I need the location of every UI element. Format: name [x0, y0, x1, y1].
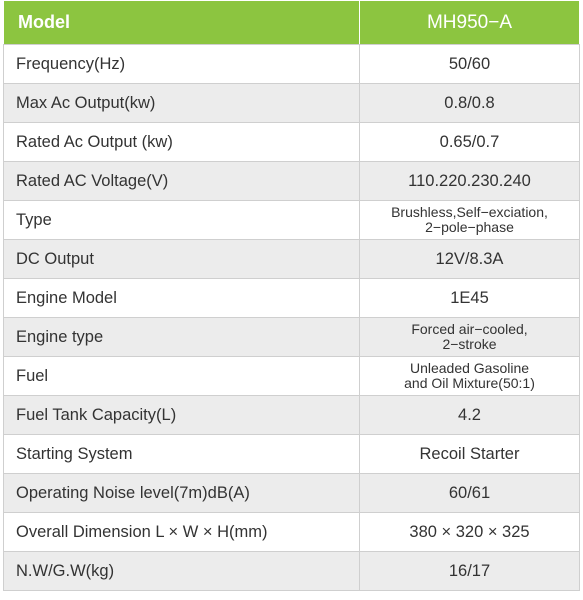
spec-value: 0.65/0.7 [360, 123, 580, 162]
spec-label: DC Output [4, 240, 360, 279]
spec-label: Engine type [4, 318, 360, 357]
table-row [4, 45, 580, 84]
table-row [4, 123, 580, 162]
spec-label: Max Ac Output(kw) [4, 84, 360, 123]
spec-value: 4.2 [360, 396, 580, 435]
spec-value: Brushless,Self−exciation, 2−pole−phase [360, 201, 580, 240]
table-row [4, 474, 580, 513]
table-row [4, 357, 580, 396]
spec-label: Engine Model [4, 279, 360, 318]
table-row [4, 552, 580, 591]
spec-value: Forced air−cooled, 2−stroke [360, 318, 580, 357]
spec-value: Recoil Starter [360, 435, 580, 474]
header-model-value: MH950−A [360, 1, 580, 45]
spec-label: Fuel [4, 357, 360, 396]
spec-value: 0.8/0.8 [360, 84, 580, 123]
table-row [4, 513, 580, 552]
spec-value: 50/60 [360, 45, 580, 84]
spec-label: Fuel Tank Capacity(L) [4, 396, 360, 435]
table-row [4, 201, 580, 240]
table-row [4, 162, 580, 201]
spec-value: 60/61 [360, 474, 580, 513]
spec-label: Type [4, 201, 360, 240]
spec-label: Frequency(Hz) [4, 45, 360, 84]
table-row [4, 240, 580, 279]
table-row [4, 279, 580, 318]
spec-body [4, 45, 580, 591]
spec-value: 1E45 [360, 279, 580, 318]
spec-value: Unleaded Gasoline and Oil Mixture(50:1) [360, 357, 580, 396]
table-row [4, 435, 580, 474]
spec-label: Rated AC Voltage(V) [4, 162, 360, 201]
spec-value: 12V/8.3A [360, 240, 580, 279]
spec-value: 16/17 [360, 552, 580, 591]
table-row [4, 396, 580, 435]
table-header-row [4, 1, 580, 45]
spec-value: 110.220.230.240 [360, 162, 580, 201]
header-model-label: Model [4, 1, 360, 45]
table-row [4, 84, 580, 123]
spec-label: Overall Dimension L × W × H(mm) [4, 513, 360, 552]
spec-label: Starting System [4, 435, 360, 474]
spec-label: Rated Ac Output (kw) [4, 123, 360, 162]
spec-label: Operating Noise level(7m)dB(A) [4, 474, 360, 513]
spec-label: N.W/G.W(kg) [4, 552, 360, 591]
spec-value: 380 × 320 × 325 [360, 513, 580, 552]
table-row [4, 318, 580, 357]
spec-table [3, 0, 580, 591]
